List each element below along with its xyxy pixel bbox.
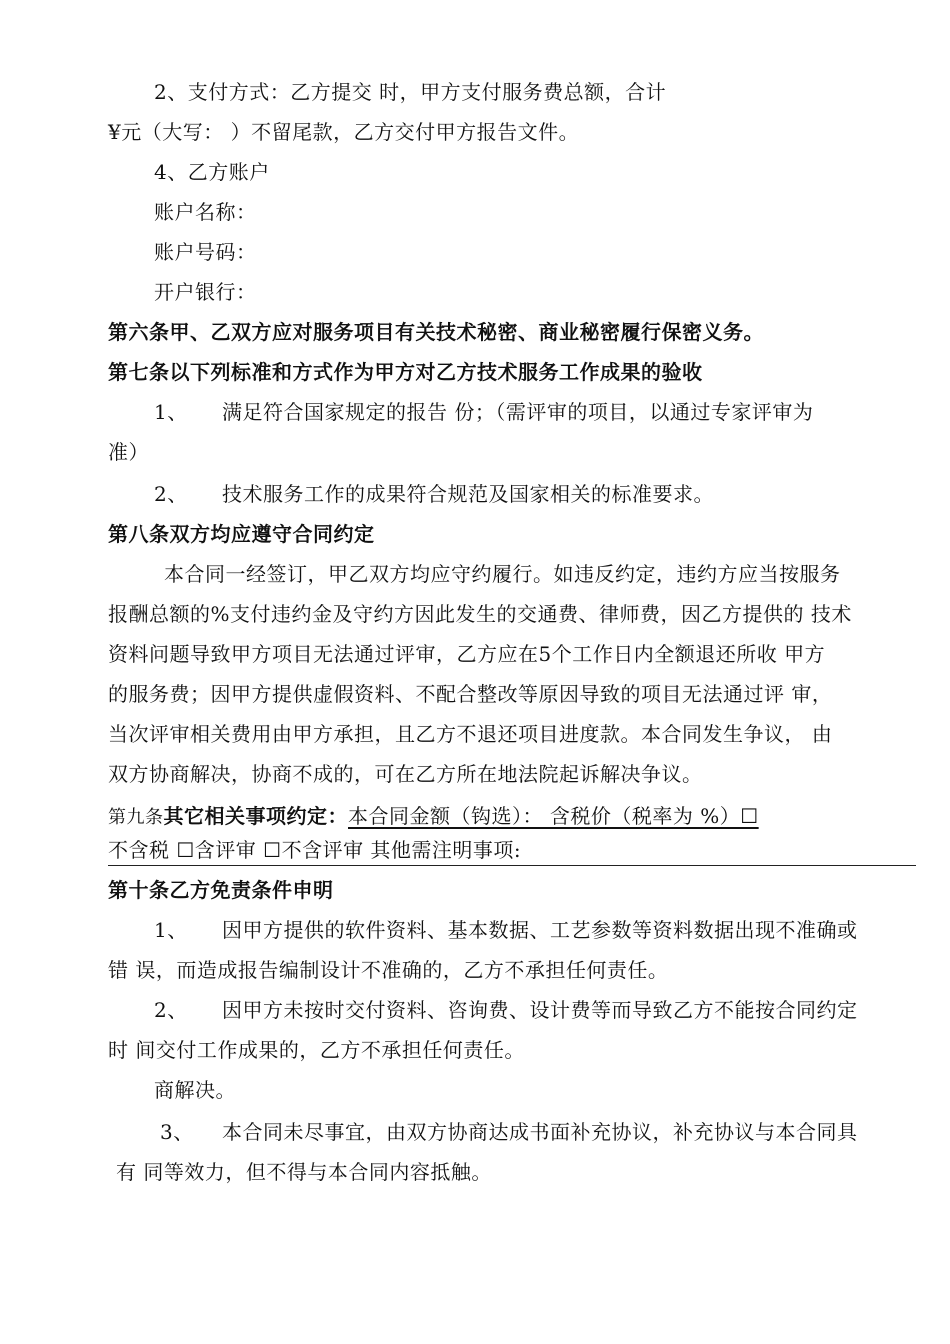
- article10-title: 第十条乙方免责条件申明: [108, 878, 334, 902]
- account-name-label: 账户名称：: [154, 200, 257, 224]
- article9-line-2: 不含税 ☐含评审 ☐不含评审 其他需注明事项:: [108, 838, 522, 862]
- article9-title: 其它相关事项约定：: [163, 804, 348, 828]
- article8-line-2: 报酬总额的%支付违约金及守约方因此发生的交通费、律师费，因乙方提供的 技术: [108, 602, 852, 626]
- article8-line-4: 的服务费；因甲方提供虚假资料、不配合整改等原因导致的项目无法通过评 审，: [108, 682, 833, 706]
- article7-item1-number: 1、: [154, 400, 188, 424]
- article10-item1-continuation: 错 误，而造成报告编制设计不准确的，乙方不承担任何责任。: [108, 958, 669, 982]
- article10-item2-continuation: 时 间交付工作成果的，乙方不承担任何责任。: [108, 1038, 525, 1062]
- account-heading: 4、乙方账户: [154, 160, 270, 184]
- article10-item3-number: 3、: [160, 1120, 194, 1144]
- article7-item1-continuation: 准）: [108, 440, 149, 464]
- article9-amount-text: 本合同金额（钩选）： 含税价（税率为 %）☐: [348, 804, 759, 828]
- article7-item2-text: 技术服务工作的成果符合规范及国家相关的标准要求。: [222, 482, 714, 506]
- article10-item2-text: 因甲方未按时交付资料、咨询费、设计费等而导致乙方不能按合同约定: [222, 998, 858, 1022]
- article9-line-1: [108, 802, 759, 832]
- article10-item2-number: 2、: [154, 998, 188, 1022]
- article8-line-1: 本合同一经签订，甲乙双方均应守约履行。如违反约定，违约方应当按服务: [164, 562, 841, 586]
- article8-title: 第八条双方均应遵守合同约定: [108, 522, 375, 546]
- article10-extra-line: 商解决。: [154, 1078, 236, 1102]
- article9-underline-rule: [108, 865, 916, 866]
- account-number-label: 账户号码：: [154, 240, 257, 264]
- bank-label: 开户银行：: [154, 280, 257, 304]
- article10-item3-continuation: 有 同等效力，但不得与本合同内容抵触。: [116, 1160, 492, 1184]
- article8-line-6: 双方协商解决，协商不成的，可在乙方所在地法院起诉解决争议。: [108, 762, 703, 786]
- article9-prefix: 第九条: [108, 807, 164, 828]
- payment-amount-line: ¥元（大写： ）不留尾款，乙方交付甲方报告文件。: [108, 120, 580, 144]
- article7-item2-number: 2、: [154, 482, 188, 506]
- article7-item1-text: 满足符合国家规定的报告 份；（需评审的项目，以通过专家评审为: [222, 400, 814, 424]
- article10-item3-text: 本合同未尽事宜，由双方协商达成书面补充协议，补充协议与本合同具: [222, 1120, 858, 1144]
- article8-line-5: 当次评审相关费用由甲方承担，且乙方不退还项目进度款。本合同发生争议， 由: [108, 722, 833, 746]
- article8-line-3: 资料问题导致甲方项目无法通过评审，乙方应在5个工作日内全额退还所收 甲方: [108, 642, 826, 666]
- article10-item1-number: 1、: [154, 918, 188, 942]
- article10-item1-text: 因甲方提供的软件资料、基本数据、工艺参数等资料数据出现不准确或: [222, 918, 858, 942]
- article6-title: 第六条甲、乙双方应对服务项目有关技术秘密、商业秘密履行保密义务。: [108, 320, 764, 344]
- article7-title: 第七条以下列标准和方式作为甲方对乙方技术服务工作成果的验收: [108, 360, 703, 384]
- payment-method-line: 2、支付方式：乙方提交 时，甲方支付服务费总额，合计: [154, 80, 667, 104]
